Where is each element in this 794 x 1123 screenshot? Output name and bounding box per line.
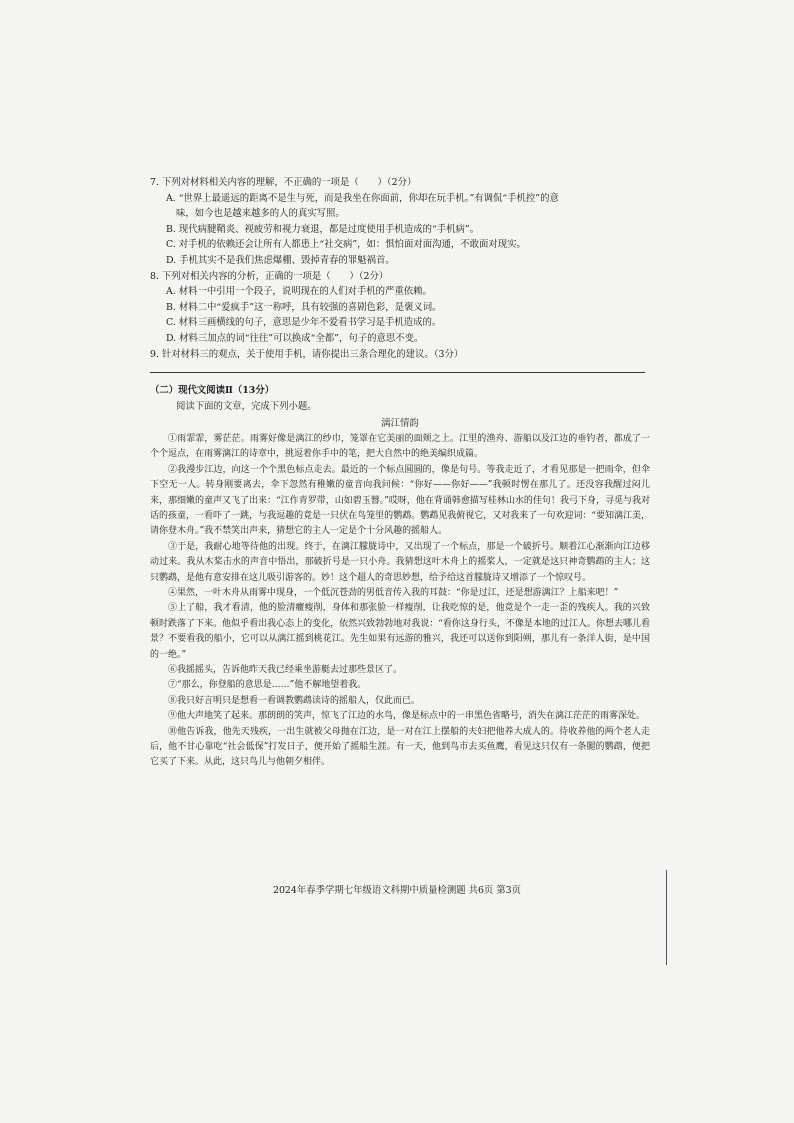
q8-option-d: D. 材料三加点的词“往往”可以换成“全都”，句子的意思不变。: [166, 332, 424, 344]
story-title: 漓江情韵: [381, 418, 419, 430]
story-paragraph-7: ⑦“那么，你登船的意思是……”他不解地望着我。: [168, 680, 367, 691]
exam-page: [150, 175, 650, 771]
q7-option-c: C. 对手机的依赖还会让所有人都患上“社交病”，如：惧怕面对面沟通，不敢面对现实。: [166, 239, 526, 251]
section2-title: （二）现代文阅读Ⅱ（13分）: [150, 385, 275, 397]
q7-option-b: B. 现代病腱鞘炎、视疲劳和视力衰退，都是过度使用手机造成的“手机病”。: [166, 223, 480, 235]
q7-option-d: D. 手机其实不是我们焦虑爆棚、毁掉青春的罪魁祸首。: [166, 254, 395, 266]
section2-intro: 阅读下面的文章，完成下列小题。: [176, 400, 317, 412]
story-paragraph-1: ①雨霏霏，雾茫茫。雨雾好像是漓江的纱巾，笼罩在它美丽的面颊之上。江里的渔舟、游船以及江边的垂钓者，都成了一个个逗点，在雨雾漓江的诗章中，挑逗着你手中的笔，把大自然中的绝美编织成篇。: [150, 433, 650, 460]
story-paragraph-9: ⑨他大声地笑了起来。那朗朗的笑声，惊飞了江边的水鸟，像是标点中的一串黑色省略号，消失在漓江茫茫的雨雾深处。: [168, 711, 646, 722]
story-paragraph-3: ③于是，我耐心地等待他的出现。终于，在漓江朦胧诗中，又出现了一个标点，那是一个破折号。顺着江心渐渐向江边移动过来。我从木桨击水的声音中悟出，那破折号是一只小舟。我猜想这叶木舟上的摇桨人，一定就是这只神奇鹦鹉的主人；这只鹦鹉，是他有意安排在这儿吸引游客的。妙！这个超人的奇思妙想，给予给这首朦胧诗又增添了一个惊叹号。: [150, 541, 650, 583]
q8-stem: 8. 下列对相关内容的分析，正确的一项是（ ）（2分）: [150, 270, 389, 282]
story-paragraph-6: ⑥我摇摇头，告诉他昨天我已经乘坐游艇去过那些景区了。: [168, 665, 403, 675]
q7-option-a-cont: 味，如今也是越来越多的人的真实写照。: [176, 208, 345, 220]
story-paragraph-5: ⑤上了船，我才看清，他的脸清癯瘦削，身体和那张脸一样瘦削，让我吃惊的是，他竟是个一走一歪的残疾人。我的兴致顿时跌落了下来。他似乎看出我心态上的变化，依然兴致勃勃地对我说：“看你这身行头，不像是本地的过江人。你想去哪儿看景？不要看我的船小，它可以从漓江摇到桃花江。先生如果有远游的雅兴，我还可以送你到阳朔，那儿有一条洋人街，是中国的一绝。”: [150, 603, 650, 660]
q9-stem: 9. 针对材料三的观点，关于使用手机，请你提出三条合理化的建议。（3分）: [150, 348, 464, 360]
q7-option-a: A. “世界上最遥远的距离不是生与死，而是我坐在你面前，你却在玩手机。”有调侃“手机控”的意: [166, 192, 559, 204]
story-paragraph-8: ⑧我只好言明只是想看一看调教鹦鹉读诗的摇船人，仅此而已。: [168, 695, 421, 706]
story-paragraph-2: ②我漫步江边，向这一个个黑色标点走去。最近的一个标点圆圆的，像是句号。等我走近了，才看见那是一把雨伞，但伞下空无一人。转身刚要离去，伞下忽然有稚嫩的童音向我问候：“你好——你好——”我顿时愣在那儿了。还没容我醒过闷儿来，那细嫩的童声又飞了出来：“江作青罗带，山如碧玉簪。”哎呀，他在背诵韩愈描写桂林山水的佳句！我弓下身，寻觅与我对话的孩童，一看吓了一跳，与我逗趣的竟是一只伏在鸟笼里的鹦鹉。鹦鹉见我俯视它，又对我来了一句欢迎词：“要知漓江美，请你登木舟。”我不禁笑出声来，猜想它的主人一定是个十分风趣的摇船人。: [150, 464, 650, 537]
q7-stem: 7. 下列对材料相关内容的理解，不正确的一项是（ ）（2分）: [150, 177, 417, 188]
page-edge-line: [666, 870, 667, 965]
page-footer: 2024年春季学期七年级语文科期中质量检测题 共6页 第3页: [272, 885, 521, 896]
q8-option-b: B. 材料二中“爱疯手”这一称呼，具有较强的喜剧色彩，是褒义词。: [166, 301, 442, 313]
q8-option-a: A. 材料一中引用一个段子，说明现在的人们对手机的严重依赖。: [166, 286, 432, 298]
section-divider: [150, 372, 645, 373]
story-paragraph-10: ⑩他告诉我，他先天残疾，一出生就被父母抛在江边，是一对在江上摆船的夫妇把他养大成人的。待收养他的两个老人走后，他不甘心靠吃“社会低保”打发日子，便开始了摇船生涯。有一天，他到鸟市去买鱼鹰，看见这只仅有一条腿的鹦鹉，便把它买了下来。从此，这只鸟儿与他朝夕相伴。: [150, 726, 650, 768]
q8-option-c: C. 材料三画横线的句子，意思是少年不爱看书学习是手机造成的。: [166, 317, 442, 329]
story-paragraph-4: ④果然，一叶木舟从雨雾中现身，一个低沉苍劲的男低音传入我的耳鼓：“你是过江，还是想游漓江？上船来吧！”: [168, 587, 619, 598]
